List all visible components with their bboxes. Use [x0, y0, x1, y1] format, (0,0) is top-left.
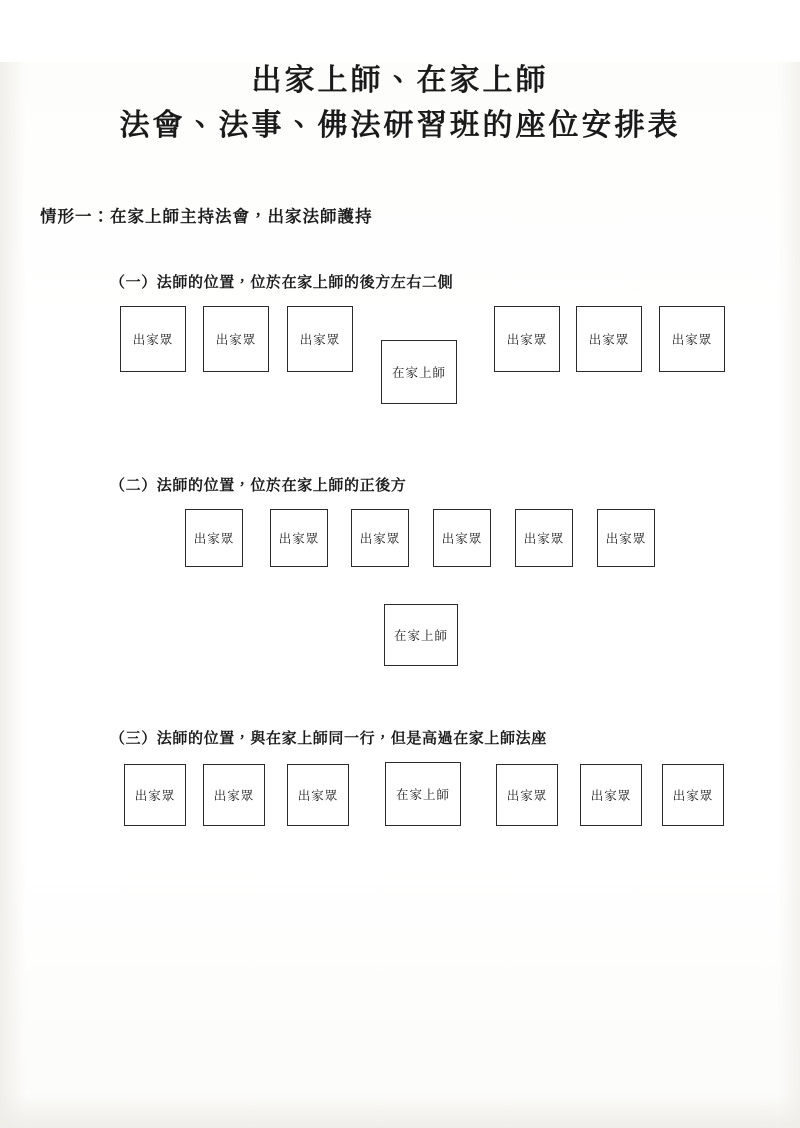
seat-label: 出家眾	[299, 331, 341, 347]
section-three	[0, 727, 800, 840]
seat-label: 在家上師	[393, 627, 448, 643]
seat-lay-master	[385, 762, 461, 826]
seat-label: 出家眾	[213, 787, 255, 803]
seat-monastic	[433, 509, 491, 567]
section-two	[0, 474, 800, 677]
seat-label: 出家眾	[671, 331, 713, 347]
section-one-diagram	[0, 306, 800, 424]
seat-label: 出家眾	[278, 530, 320, 546]
title-line-2: 法會、法事、佛法研習班的座位安排表	[119, 107, 681, 143]
scenario-heading: 情形一：在家上師主持法會，出家法師護持	[40, 206, 373, 226]
section-one	[0, 271, 800, 424]
seat-label: 出家眾	[506, 787, 548, 803]
seat-label: 出家眾	[590, 787, 632, 803]
section-three-heading: （三）法師的位置，與在家上師同一行，但是高過在家上師法座	[110, 728, 547, 747]
seat-lay-master	[384, 604, 458, 666]
document-body	[0, 62, 800, 840]
seat-label: 出家眾	[215, 331, 257, 347]
seat-monastic	[576, 306, 642, 372]
document-title	[0, 62, 800, 145]
seat-monastic	[515, 509, 573, 567]
seat-label: 出家眾	[672, 787, 714, 803]
seat-monastic	[662, 764, 724, 826]
seat-label: 在家上師	[391, 364, 446, 380]
section-one-heading: （一）法師的位置，位於在家上師的後方左右二側	[110, 272, 454, 291]
seat-label: 在家上師	[395, 786, 450, 802]
seat-monastic	[203, 764, 265, 826]
title-line-1: 出家上師、在家上師	[251, 63, 549, 98]
seat-monastic	[287, 764, 349, 826]
seat-monastic	[597, 509, 655, 567]
seat-monastic	[270, 509, 328, 567]
seat-label: 出家眾	[132, 331, 174, 347]
seat-label: 出家眾	[523, 530, 565, 546]
seat-label: 出家眾	[441, 530, 483, 546]
seat-label: 出家眾	[359, 530, 401, 546]
section-two-heading: （二）法師的位置，位於在家上師的正後方	[110, 475, 407, 494]
section-two-diagram	[0, 509, 800, 677]
seat-monastic	[287, 306, 353, 372]
seat-label: 出家眾	[605, 530, 647, 546]
seat-label: 出家眾	[297, 787, 339, 803]
seat-monastic	[494, 306, 560, 372]
seat-monastic	[124, 764, 186, 826]
seat-label: 出家眾	[193, 530, 235, 546]
seat-label: 出家眾	[134, 787, 176, 803]
seat-monastic	[580, 764, 642, 826]
seat-monastic	[659, 306, 725, 372]
seat-monastic	[185, 509, 243, 567]
seat-lay-master	[381, 340, 457, 404]
seat-monastic	[351, 509, 409, 567]
seat-label: 出家眾	[588, 331, 630, 347]
section-three-diagram	[0, 762, 800, 840]
seat-label: 出家眾	[506, 331, 548, 347]
seat-monastic	[203, 306, 269, 372]
seat-monastic	[496, 764, 558, 826]
seat-monastic	[120, 306, 186, 372]
